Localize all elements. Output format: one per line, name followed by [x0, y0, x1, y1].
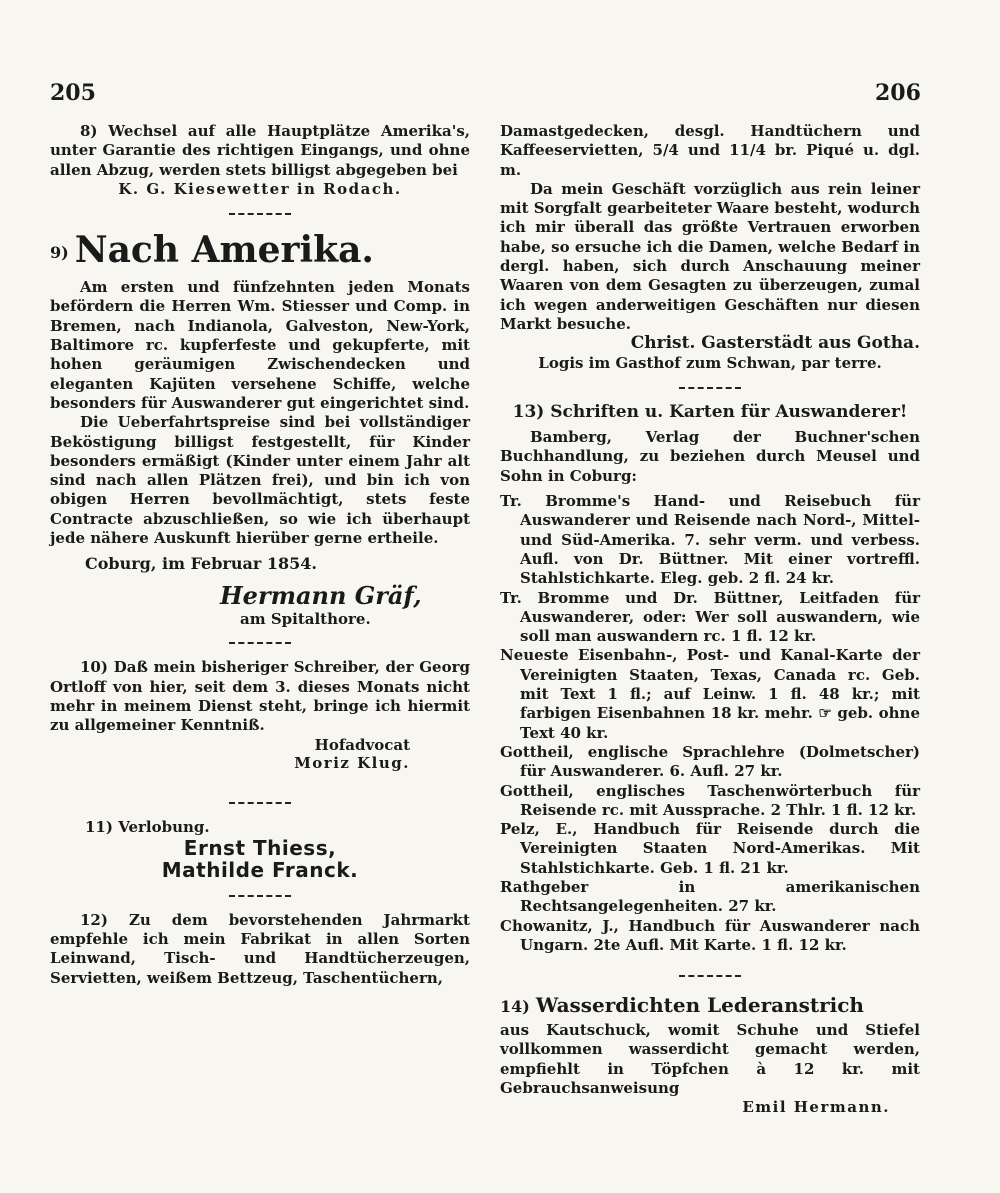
book-entry: Rathgeber in amerikanischen Rechtsangelegenheiten. 27 kr. — [500, 877, 920, 916]
ad-8-signature: K. G. Kiesewetter in Rodach. — [118, 179, 402, 198]
ad-9-signature-sub: am Spitalthore. — [240, 610, 371, 629]
separator — [229, 802, 291, 804]
ad-14-title: Wasserdichten Lederanstrich — [535, 993, 864, 1018]
ad-10-title-line: Hofadvocat — [314, 735, 410, 754]
book-entry: Chowanitz, J., Handbuch für Auswanderer nach Ungarn. 2te Aufl. Mit Karte. 1 fl. 12 kr. — [500, 916, 920, 954]
ad-14-signature: Emil Hermann. — [742, 1098, 890, 1117]
ad-10-signature: Moriz Klug. — [294, 753, 410, 772]
book-entry: Neueste Eisenbahn-, Post- und Kanal-Karte der Vereinigten Staaten, Texas, Canada rc. Geb. mit Text 1 fl.; auf Leinw. 1 fl. 48 kr.; mit farbigen Eisenbahnen 18 kr. mehr. ☞ geb. ohne Text 40 kr. — [500, 646, 920, 742]
ad-11-name-1: Ernst Thiess, — [183, 835, 337, 860]
separator — [229, 213, 291, 215]
ad-9-signature: Hermann Gräf, — [220, 581, 422, 611]
ad-13-heading: 13) Schriften u. Karten für Auswanderer! — [512, 401, 908, 422]
ad-12-signature: Christ. Gasterstädt aus Gotha. — [630, 333, 920, 354]
book-entry: Tr. Bromme und Dr. Büttner, Leitfaden für Auswanderer, oder: Wer soll auswandern, wie soll man auswandern rc. 1 fl. 12 kr. — [500, 588, 920, 646]
ad-11-heading: 11) Verlobung. — [85, 817, 210, 836]
ad-14-text: aus Kautschuck, womit Schuhe und Stiefel vollkommen wasserdicht gemacht werden, empfiehlt in Töpfchen à 12 kr. mit Gebrauchsanweisung — [500, 1021, 920, 1098]
ad-11-name-2: Mathilde Franck. — [161, 857, 359, 882]
ad-9-number: 9) — [50, 243, 69, 263]
ad-14-headline — [500, 991, 920, 1021]
ad-9-title: Nach Amerika. — [74, 229, 374, 272]
left-column — [50, 122, 470, 988]
page-number-left: 205 — [50, 80, 96, 106]
ad-10-text: 10) Daß mein bisheriger Schreiber, der Georg Ortloff von hier, seit dem 3. dieses Monats nicht mehr in meinem Dienst steht, bringe ich hiermit zu allgemeiner Kenntniß. — [50, 658, 470, 735]
separator — [679, 975, 741, 977]
separator — [229, 895, 291, 897]
right-column — [500, 122, 920, 1118]
ad-12-text-right: Damastgedecken, desgl. Handtüchern und Kaffeeservietten, 5/4 und 11/4 br. Piqué u. dgl. m. — [500, 122, 920, 179]
book-entry: Tr. Bromme's Hand- und Reisebuch für Auswanderer und Reisende nach Nord-, Mittel- und Süd-Amerika. 7. sehr verm. und verbess. Aufl. von Dr. Büttner. Mit einer vortreffl. Stahlstichkarte. Eleg. geb. 2 fl. 24 kr. — [500, 492, 920, 588]
book-entry: Gottheil, englisches Taschenwörterbuch für Reisende rc. mit Aussprache. 2 Thlr. 1 fl. 12 kr. — [500, 781, 920, 819]
ad-13-intro: Bamberg, Verlag der Buchner'schen Buchhandlung, zu beziehen durch Meusel und Sohn in Coburg: — [500, 428, 920, 485]
ad-12-text-left: 12) Zu dem bevorstehenden Jahrmarkt empfehle ich mein Fabrikat in allen Sorten Leinwand, Tisch- und Handtücherzeugen, Servietten, weißem Bettzeug, Taschentüchern, — [50, 910, 470, 987]
book-entry: Gottheil, englische Sprachlehre (Dolmetscher) für Auswanderer. 6. Aufl. 27 kr. — [500, 742, 920, 781]
ad-12-paragraph-2: Da mein Geschäft vorzüglich aus rein leiner mit Sorgfalt gearbeiteter Waare besteht, wodurch ich mir überall das größte Vertrauen erworben habe, so ersuche ich die Damen, welche Bedarf in dergl. haben, sich durch Anschauung meiner Waaren von dem Gesagten zu überzeugen, zumal ich wegen anderweitigen Geschäften nur diesen Markt besuche. — [500, 179, 920, 333]
ad-9-headline — [50, 229, 470, 274]
book-entry: Pelz, E., Handbuch für Reisende durch die Vereinigten Staaten Nord-Amerikas. Mit Stahlstichkarte. Geb. 1 fl. 21 kr. — [500, 820, 920, 877]
ad-8-text: 8) Wechsel auf alle Hauptplätze Amerika's, unter Garantie des richtigen Eingangs, und ohne allen Abzug, werden stets billigst abgegeben bei — [50, 122, 470, 179]
ad-9-paragraph-1: Am ersten und fünfzehnten jeden Monats befördern die Herren Wm. Stiesser und Comp. in Bremen, nach Indianola, Galveston, New-York, Baltimore rc. kupferfeste und gekupferte, mit hohen geräumigen Zwischendecken und eleganten Kajüten versehene Schiffe, welche besonders für Auswanderer gut eingerichtet sind. — [50, 278, 470, 412]
page-number-right: 206 — [875, 80, 921, 106]
separator — [229, 642, 291, 644]
ad-12-lodging: Logis im Gasthof zum Schwan, par terre. — [538, 353, 882, 372]
ad-14-number: 14) — [500, 997, 530, 1017]
ad-9-place-date: Coburg, im Februar 1854. — [85, 554, 317, 574]
ad-9-paragraph-2: Die Ueberfahrtspreise sind bei vollständiger Beköstigung billigst festgestellt, für Kinder besonders ermäßigt (Kinder unter einem Jahr alt sind nach allen Plätzen frei), und bin ich von obigen Herren bevollmächtigt, stets feste Contracte abzuschließen, so wie ich überhaupt jede nähere Auskunft hierüber gerne ertheile. — [50, 413, 470, 548]
separator — [679, 387, 741, 389]
